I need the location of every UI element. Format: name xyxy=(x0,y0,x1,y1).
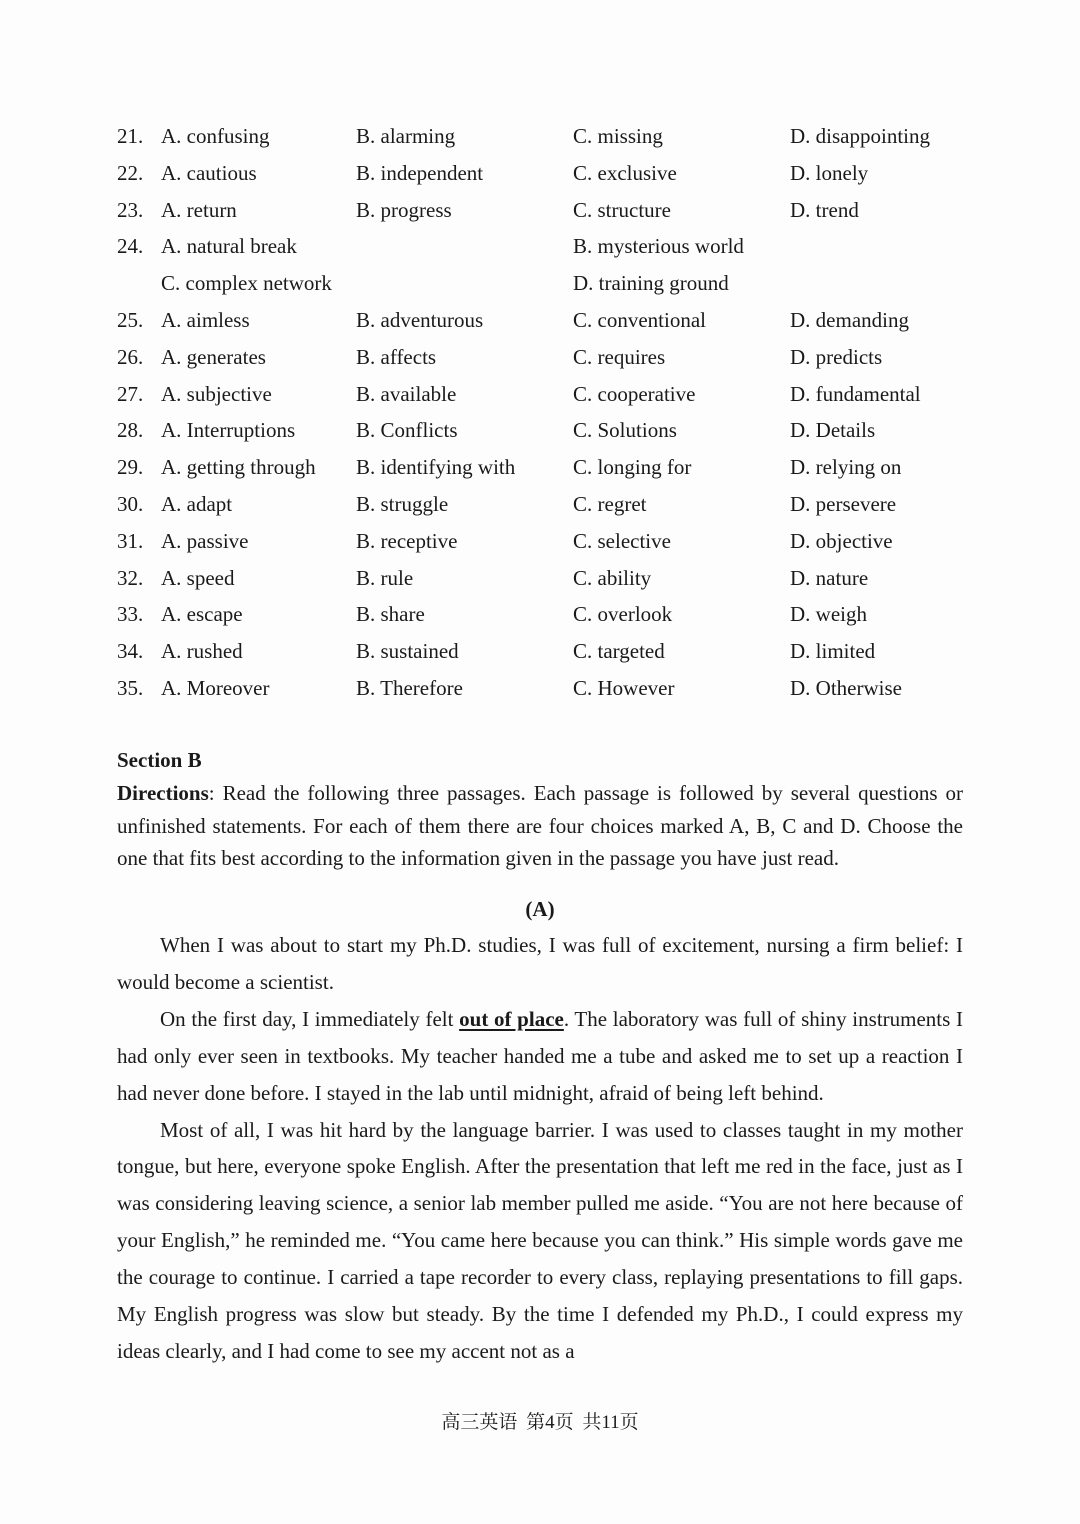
option-a: A. Interruptions xyxy=(161,418,296,443)
paragraph-2-start: On the first day, I immediately felt xyxy=(160,1006,460,1031)
option-d: D. objective xyxy=(790,528,893,553)
directions-text: : Read the following three passages. Each passage is followed by several questions or unfinished statements. For each of them there are four choices marked A, B, C and D. Choose the one that fits best according to the information given in the passage you have just read. xyxy=(117,781,963,870)
option-a: A. cautious xyxy=(161,160,257,185)
option-a: A. escape xyxy=(161,602,243,627)
option-b: B. alarming xyxy=(356,124,456,148)
option-row xyxy=(117,633,977,670)
answer-options-table xyxy=(117,118,977,707)
option-row xyxy=(117,376,977,413)
option-d: D. trend xyxy=(790,197,859,222)
question-number: 24. xyxy=(117,234,144,259)
option-d: D. limited xyxy=(790,639,876,664)
option-b: B. Conflicts xyxy=(356,418,458,443)
option-row xyxy=(117,560,977,597)
underlined-phrase: out of place xyxy=(459,1006,564,1031)
option-b: B. share xyxy=(356,602,425,627)
paragraph-2-end: . The laboratory was full of shiny instruments I had only ever seen in textbooks. My teacher handed me a tube and asked me to set up a reaction I had never done before. I stayed in the lab until midnight, afraid of being left behind. xyxy=(117,1006,963,1105)
question-number: 21. xyxy=(117,124,144,148)
passage-label: (A) xyxy=(525,897,555,921)
question-number: 31. xyxy=(117,528,144,553)
passage-paragraph-3: Most of all, I was hit hard by the language barrier. I was used to classes taught in my mother tongue, but here, everyone spoke English. After the presentation that left me red in the face, just as I was considering leaving science, a senior lab member pulled me aside. “You are not here because of your English,” he reminded me. “You came here because you can think.” His simple words gave me the courage to continue. I carried a tape recorder to every class, replaying presentations to fill gaps. My English progress was slow but steady. By the time I defended my Ph.D., I could express my ideas clearly, and I had come to see my accent not as a xyxy=(117,1117,963,1363)
option-a: A. generates xyxy=(161,344,266,369)
option-row xyxy=(117,339,977,376)
option-c: C. targeted xyxy=(573,639,665,664)
passage-paragraph-1: When I was about to start my Ph.D. studies, I was full of excitement, nursing a firm belief: I would become a scientist. xyxy=(117,933,963,994)
option-row xyxy=(117,192,977,229)
option-row xyxy=(117,265,977,302)
option-a: A. adapt xyxy=(161,491,233,516)
option-c: D. training ground xyxy=(573,271,729,296)
option-a: A. Moreover xyxy=(161,675,270,700)
option-b: B. independent xyxy=(356,160,484,185)
option-row xyxy=(117,118,977,155)
option-c: C. missing xyxy=(573,124,663,148)
option-c: C. exclusive xyxy=(573,160,677,185)
question-number: 29. xyxy=(117,455,144,480)
option-a: A. getting through xyxy=(161,455,316,480)
question-number: 23. xyxy=(117,197,144,222)
option-row xyxy=(117,155,977,192)
option-row xyxy=(117,412,977,449)
option-b: B. adventurous xyxy=(356,307,484,332)
passage-a xyxy=(117,927,963,1370)
option-a: A. rushed xyxy=(161,639,243,664)
question-number: 26. xyxy=(117,344,144,369)
question-number: 22. xyxy=(117,160,144,185)
option-d: D. persevere xyxy=(790,491,897,516)
option-c: C. regret xyxy=(573,491,647,516)
option-row xyxy=(117,302,977,339)
option-c: C. longing for xyxy=(573,455,692,480)
option-a: A. passive xyxy=(161,528,249,553)
question-number: 27. xyxy=(117,381,144,406)
section-title: Section B xyxy=(117,748,202,772)
question-number: 30. xyxy=(117,491,144,516)
option-d: D. fundamental xyxy=(790,381,921,406)
option-b: B. sustained xyxy=(356,639,459,664)
question-number: 33. xyxy=(117,602,144,627)
directions-paragraph xyxy=(117,777,963,875)
page-footer: 高三英语 第4页 共11页 xyxy=(441,1412,639,1433)
option-b: B. receptive xyxy=(356,528,458,553)
option-row xyxy=(117,596,977,633)
option-d: D. Details xyxy=(790,418,876,443)
option-a: A. speed xyxy=(161,565,235,590)
question-number: 35. xyxy=(117,675,144,700)
option-a: A. natural break xyxy=(161,234,297,259)
option-b: B. progress xyxy=(356,197,452,222)
question-number: 34. xyxy=(117,639,144,664)
directions-label: Directions xyxy=(117,781,209,805)
option-d: D. nature xyxy=(790,565,869,590)
option-d: D. demanding xyxy=(790,307,909,332)
option-row xyxy=(117,486,977,523)
option-c: C. selective xyxy=(573,528,671,553)
option-c: C. overlook xyxy=(573,602,673,627)
option-d: D. predicts xyxy=(790,344,883,369)
passage-paragraph-2 xyxy=(117,1001,963,1112)
option-b: B. affects xyxy=(356,344,437,369)
question-number: 32. xyxy=(117,565,144,590)
option-c: C. Solutions xyxy=(573,418,677,443)
option-c: C. cooperative xyxy=(573,381,696,406)
option-b: B. struggle xyxy=(356,491,449,516)
question-number: 25. xyxy=(117,307,144,332)
option-c: C. structure xyxy=(573,197,671,222)
option-c: C. conventional xyxy=(573,307,706,332)
option-d: D. weigh xyxy=(790,602,867,627)
option-c: C. requires xyxy=(573,344,666,369)
option-row xyxy=(117,449,977,486)
option-b: B. Therefore xyxy=(356,675,463,700)
option-row xyxy=(117,670,977,707)
option-b: B. identifying with xyxy=(356,455,516,480)
option-a: C. complex network xyxy=(161,271,332,296)
question-number: 28. xyxy=(117,418,144,443)
option-d: D. disappointing xyxy=(790,124,930,148)
option-d: D. Otherwise xyxy=(790,675,902,700)
option-c: C. ability xyxy=(573,565,652,590)
option-a: A. return xyxy=(161,197,237,222)
option-row xyxy=(117,523,977,560)
option-a: A. subjective xyxy=(161,381,272,406)
option-d: D. relying on xyxy=(790,455,902,480)
option-row xyxy=(117,228,977,265)
option-c: C. However xyxy=(573,675,675,700)
option-b: B. available xyxy=(356,381,457,406)
option-d: D. lonely xyxy=(790,160,869,185)
option-a: A. confusing xyxy=(161,124,270,148)
option-a: A. aimless xyxy=(161,307,250,332)
option-c: B. mysterious world xyxy=(573,234,744,259)
option-b: B. rule xyxy=(356,565,414,590)
